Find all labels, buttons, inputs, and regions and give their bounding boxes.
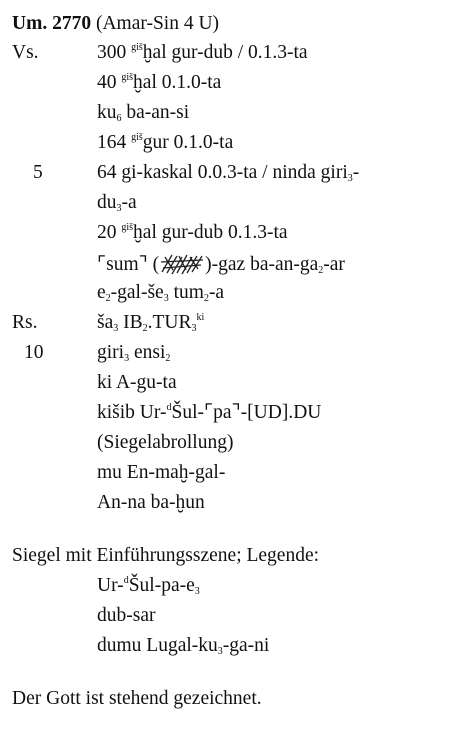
seal-legend-line-1: $Ur-^dŠul-pa-e_3$	[97, 575, 200, 597]
reverse-line-1: $ša_3$ $IB_2.TUR_3^{ki}$	[97, 312, 205, 334]
reverse-line-2: giri$_3$ ensi$_2$	[97, 342, 171, 364]
obverse-line-4: 164 $^{giš}$gur 0.1.0-ta	[97, 132, 234, 153]
obverse-line-1: 300 $^{giš}$ḫal gur-dub / 0.1.3-ta	[97, 42, 308, 63]
tablet-heading	[12, 13, 219, 35]
line-number-10: 10	[24, 342, 44, 363]
obverse-label: Vs.	[12, 42, 39, 63]
obverse-line-3: $ku_6$ ba-an-si	[97, 102, 190, 124]
reverse-label: Rs.	[12, 312, 38, 333]
reverse-line-4: kišib Ur-$^d$Šul-⌜pa⌝-[UD].DU	[97, 402, 322, 423]
tablet-date: (Amar-Sin 4 U)	[95, 13, 220, 34]
reverse-line-3: ki A-gu-ta	[97, 372, 177, 393]
reverse-line-7: An-na ba-ḫun	[97, 492, 205, 513]
obverse-line-6: 20 $^{giš}$ḫal gur-dub 0.1.3-ta	[97, 222, 288, 243]
obverse-line-5-continued: $du_3-a$	[97, 192, 137, 214]
tablet-number: Um. 2770	[12, 13, 92, 34]
reverse-line-6: mu En-maḫ-gal-	[97, 462, 226, 483]
line-number-5: 5	[33, 162, 43, 183]
obverse-line-5: 64 gi-kaskal 0.0.3-ta / ninda giri$_3$-	[97, 162, 360, 184]
reverse-line-5: (Siegelabrollung)	[97, 432, 234, 453]
obverse-line-8: $e_2-gal-še_3$ tum$_2$-a	[97, 282, 225, 304]
erased-sign-image	[159, 252, 205, 276]
seal-description: Siegel mit Einführungsszene; Legende:	[12, 545, 320, 566]
obverse-line-2: 40 $^{giš}$ḫal 0.1.0-ta	[97, 72, 222, 93]
seal-legend-line-2: dub-sar	[97, 605, 156, 626]
seal-legend-line-3: dumu Lugal-$ku_3-ga-ni$	[97, 635, 270, 657]
obverse-line-7: ⌜sum⌝ ( )-gaz $ba-an-ga_2-ar$	[97, 254, 345, 276]
footer-note: Der Gott ist stehend gezeichnet.	[12, 688, 262, 709]
